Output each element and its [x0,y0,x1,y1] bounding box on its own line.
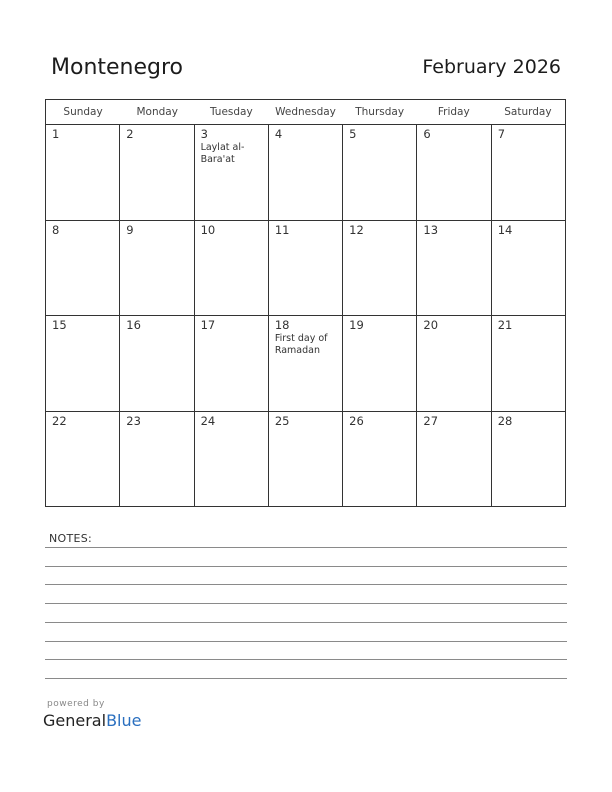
day-number: 25 [274,413,290,428]
day-number: 19 [349,318,364,332]
brand-logo[interactable] [43,711,141,730]
day-number: 17 [200,318,216,332]
day-cell [417,125,491,220]
weekday-header-row [46,100,565,125]
day-number: 28 [497,413,513,428]
day-number: 7 [497,127,506,141]
day-number: 23 [126,413,141,428]
day-cell [195,316,269,411]
notes-line [45,584,567,585]
day-cell [269,316,343,411]
day-number: 11 [274,222,290,237]
notes-line [45,622,567,623]
day-cell [46,316,120,411]
day-number: 22 [52,413,67,428]
day-cell [195,125,269,220]
week-row-2 [46,221,565,317]
day-number: 15 [52,318,67,332]
day-cell [269,412,343,508]
day-cell [269,221,343,316]
day-number: 12 [349,222,364,237]
day-number: 18 [274,318,290,332]
notes-line [45,566,567,567]
day-number: 13 [423,222,439,237]
day-number: 14 [497,222,513,237]
day-cell [343,316,417,411]
notes-line [45,659,567,660]
day-number: 5 [349,127,357,141]
day-number: 16 [126,318,141,332]
notes-line [45,603,567,604]
weekday-sunday: Sunday [63,106,103,118]
day-number: 6 [423,127,431,141]
powered-by-text: powered by [47,699,105,709]
day-number: 9 [126,222,134,237]
notes-line [45,547,567,548]
day-number: 10 [200,222,216,237]
weekday-monday: Monday [136,106,178,118]
day-number: 3 [200,127,208,141]
day-number: 2 [126,127,134,141]
day-cell [492,316,565,411]
day-cell [343,221,417,316]
day-cell [120,125,194,220]
weekday-friday: Friday [437,106,470,118]
day-cell [195,412,269,508]
day-cell [417,221,491,316]
day-number: 24 [200,413,216,428]
brand-general: General [43,711,107,730]
notes-line [45,678,567,679]
day-cell [46,125,120,220]
day-number: 20 [423,318,439,332]
weekday-tuesday: Tuesday [209,106,253,118]
week-row-1 [46,125,565,221]
day-number: 1 [52,127,60,141]
day-cell [46,221,120,316]
week-row-3 [46,316,565,412]
day-cell [269,125,343,220]
holiday-label: Laylat al-Bara'at [200,142,245,165]
calendar-grid [45,99,566,507]
day-cell [120,221,194,316]
weekday-wednesday: Wednesday [275,106,336,118]
week-row-4 [46,412,565,508]
day-cell [492,125,565,220]
brand-blue: Blue [106,711,142,730]
holiday-label: First day of Ramadan [274,333,328,356]
day-cell [417,316,491,411]
day-cell [46,412,120,508]
calendar-country-title: Montenegro [51,55,184,80]
calendar-month-title: February 2026 [422,56,561,78]
weekday-saturday: Saturday [504,106,552,118]
day-number: 21 [497,318,513,332]
day-cell [120,412,194,508]
notes-label: NOTES: [49,532,93,545]
day-number: 8 [52,222,60,237]
day-number: 27 [423,413,439,428]
day-number: 26 [349,413,364,428]
day-cell [492,412,565,508]
day-cell [195,221,269,316]
day-cell [343,412,417,508]
notes-line [45,641,567,642]
day-cell [343,125,417,220]
weekday-thursday: Thursday [355,106,405,118]
day-cell [120,316,194,411]
day-cell [492,221,565,316]
day-cell [417,412,491,508]
day-number: 4 [274,127,283,141]
